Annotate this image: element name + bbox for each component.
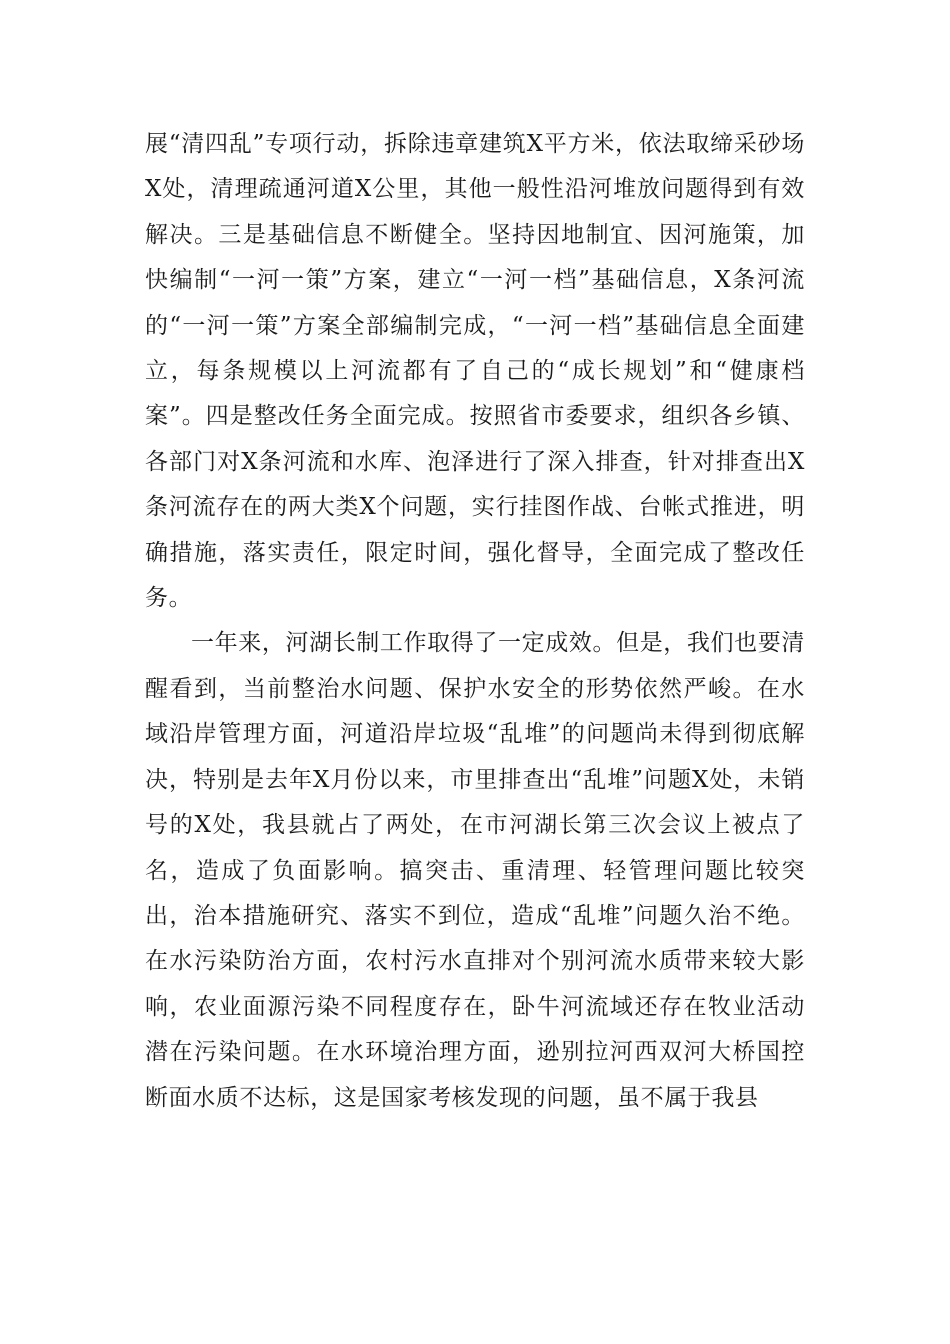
paragraph-problems: 一年来，河湖长制工作取得了一定成效。但是，我们也要清醒看到，当前整治水问题、保护水安全的形势依然严峻。在水域沿岸管理方面，河道沿岸垃圾“乱堆”的问题尚未得到彻底解决，特别是去年X月份以来，市里排查出“乱堆”问题X处，未销号的X处，我县就占了两处，在市河湖长第三次会议上被点了名，造成了负面影响。搞突击、重清理、轻管理问题比较突出，治本措施研究、落实不到位，造成“乱堆”问题久治不绝。在水污染防治方面，农村污水直排对个别河流水质带来较大影响，农业面源污染不同程度存在，卧牛河流域还存在牧业活动潜在污染问题。在水环境治理方面，逊别拉河西双河大桥国控断面水质不达标，这是国家考核发现的问题，虽不属于我县 bbox=[145, 630, 805, 1111]
paragraph-continuation: 展“清四乱”专项行动，拆除违章建筑X平方米，依法取缔采砂场X处，清理疏通河道X公里，其他一般性沿河堆放问题得到有效解决。三是基础信息不断健全。坚持因地制宜、因河施策，加快编制“一河一策”方案，建立“一河一档”基础信息，X条河流的“一河一策”方案全部编制完成，“一河一档”基础信息全面建立，每条规模以上河流都有了自己的“成长规划”和“健康档案”。四是整改任务全面完成。按照省市委要求，组织各乡镇、各部门对X条河流和水库、泡泽进行了深入排查，针对排查出X条河流存在的两大类X个问题，实行挂图作战、台帐式推进，明确措施，落实责任，限定时间，强化督导，全面完成了整改任务。 bbox=[145, 131, 805, 612]
document-body bbox=[145, 122, 805, 1121]
